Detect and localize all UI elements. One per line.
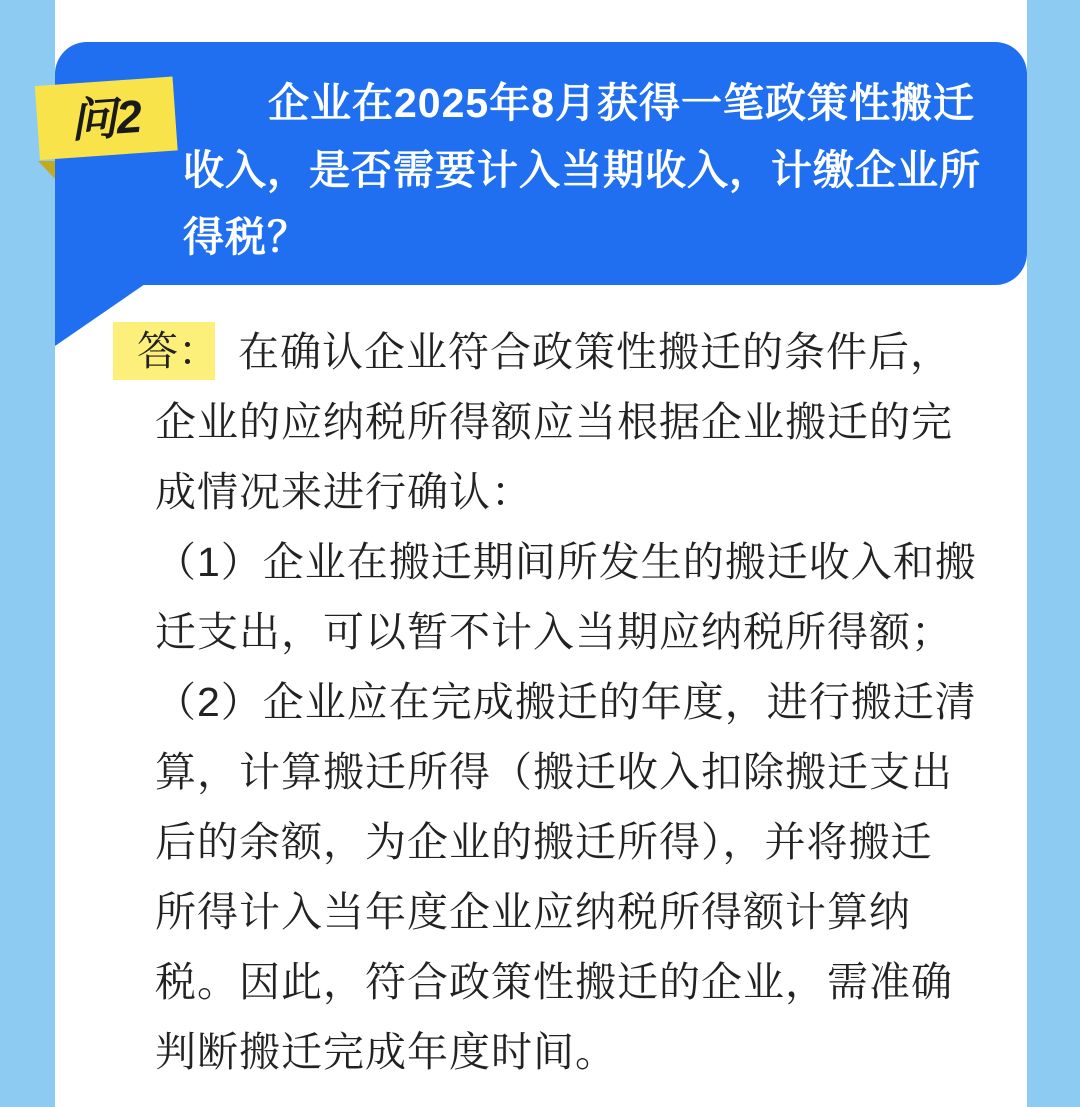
answer-line: 在确认企业符合政策性搬迁的条件后， bbox=[238, 329, 952, 375]
answer-text bbox=[155, 317, 977, 1087]
answer-line: 算，计算搬迁所得（搬迁收入扣除搬迁支出 bbox=[155, 749, 953, 795]
question-line: 收入，是否需要计入当期收入，计缴企业所 bbox=[183, 147, 981, 193]
answer-line: 所得计入当年度企业应纳税所得额计算纳 bbox=[155, 889, 911, 935]
question-tag-fold bbox=[38, 161, 55, 179]
question-text bbox=[183, 70, 981, 271]
answer-line: 企业的应纳税所得额应当根据企业搬迁的完 bbox=[155, 399, 953, 445]
question-line: 企业在2025年8月获得一笔政策性搬迁 bbox=[268, 80, 976, 126]
answer-line: 税。因此，符合政策性搬迁的企业，需准确 bbox=[155, 959, 953, 1005]
answer-line: 判断搬迁完成年度时间。 bbox=[155, 1029, 617, 1075]
answer-line: （1）企业在搬迁期间所发生的搬迁收入和搬 bbox=[155, 539, 977, 585]
answer-line: （2）企业应在完成搬迁的年度，进行搬迁清 bbox=[155, 679, 977, 725]
answer-line: 成情况来进行确认： bbox=[155, 469, 533, 515]
answer-label: 答： bbox=[113, 322, 215, 380]
question-line: 得税？ bbox=[183, 214, 309, 260]
answer-line: 迁支出，可以暂不计入当期应纳税所得额； bbox=[155, 609, 953, 655]
qa-card bbox=[55, 0, 1027, 1107]
answer-line: 后的余额，为企业的搬迁所得），并将搬迁 bbox=[155, 819, 933, 865]
question-number-tag: 问2 bbox=[35, 77, 178, 160]
